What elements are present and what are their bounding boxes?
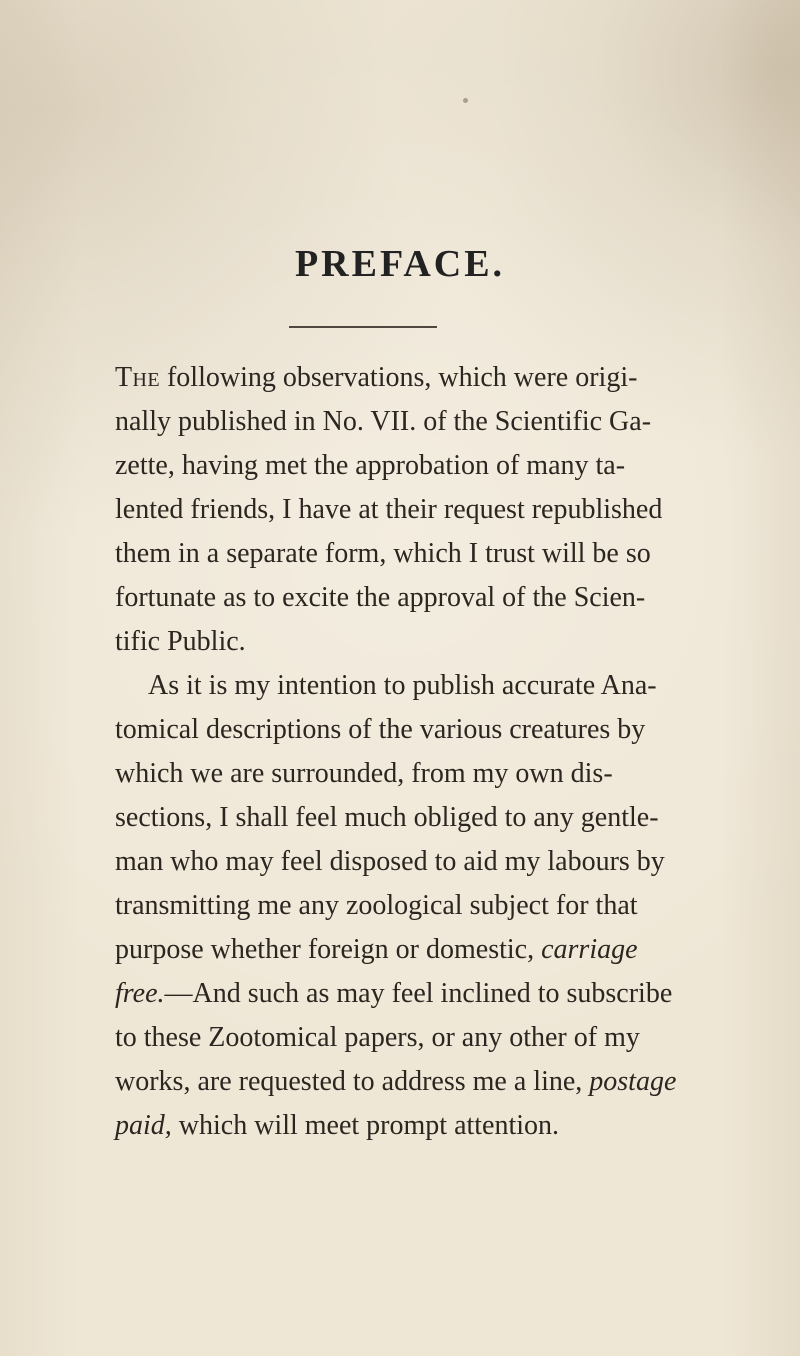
text-line-15	[115, 972, 695, 1016]
line-text: —And such as may feel inclined to subscribe	[164, 978, 673, 1009]
text-line-13: transmitting me any zoological subject for that	[115, 890, 638, 921]
ink-speck	[463, 98, 468, 103]
preface-text	[115, 356, 695, 1148]
line-text: following observations, which were origi-	[159, 362, 638, 393]
text-line-8: As it is my intention to publish accurate Ana-	[148, 670, 657, 701]
text-line-4: lented friends, I have at their request republished	[115, 494, 663, 525]
text-line-10: which we are surrounded, from my own dis-	[115, 758, 613, 789]
line-text: purpose whether foreign or domestic,	[115, 934, 542, 965]
text-line-11: sections, I shall feel much obliged to any gentle-	[115, 802, 659, 833]
italic-text: paid,	[115, 1110, 172, 1141]
text-line-16: to these Zootomical papers, or any other of my	[115, 1022, 640, 1053]
line-text: works, are requested to address me a line,	[115, 1066, 590, 1097]
text-line-17	[115, 1060, 695, 1104]
text-line-2: nally published in No. VII. of the Scientific Ga-	[115, 406, 652, 437]
italic-text: free.	[115, 978, 165, 1009]
text-line-6: fortunate as to excite the approval of the Scien-	[115, 582, 646, 613]
page-title: PREFACE.	[294, 243, 506, 285]
text-line-14	[115, 928, 695, 972]
text-line-1	[115, 356, 695, 400]
text-line-3: zette, having met the approbation of many ta-	[115, 450, 626, 481]
line-text: which will meet prompt attention.	[171, 1110, 560, 1141]
italic-text: postage	[589, 1066, 677, 1097]
text-line-7: tific Public.	[115, 626, 246, 657]
title-rule	[289, 326, 437, 328]
italic-text: carriage	[541, 934, 638, 965]
text-line-9: tomical descriptions of the various creatures by	[115, 714, 646, 745]
opening-small-caps-word: The	[115, 362, 160, 393]
text-line-5: them in a separate form, which I trust will be so	[115, 538, 651, 569]
text-line-12: man who may feel disposed to aid my labours by	[115, 846, 665, 877]
text-line-18	[115, 1104, 695, 1148]
